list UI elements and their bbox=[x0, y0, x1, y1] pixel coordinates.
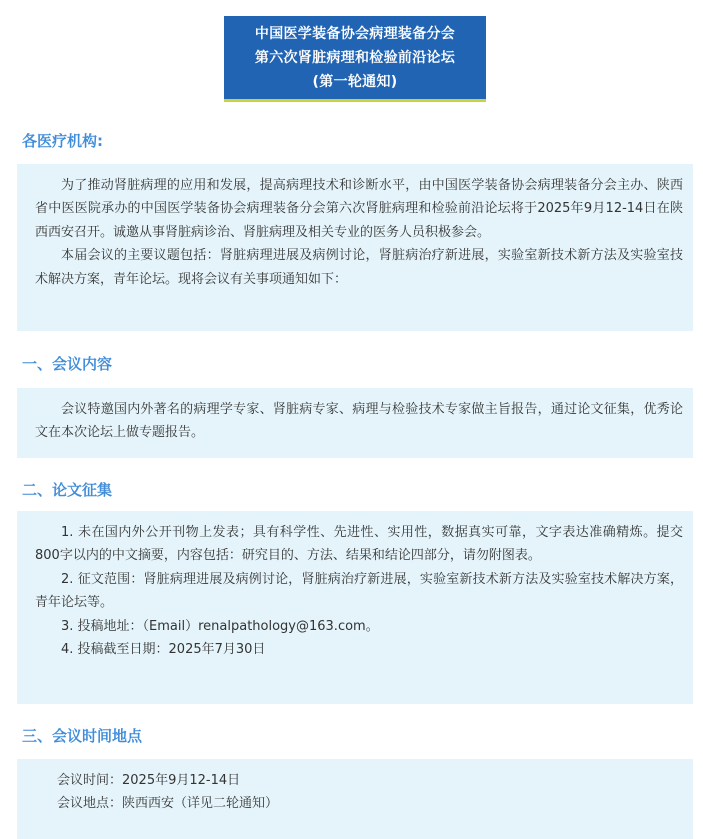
notice-title-banner bbox=[224, 16, 486, 102]
intro-paragraph-1: 为了推动肾脏病理的应用和发展，提高病理技术和诊断水平，由中国医学装备协会病理装备分会主办、陕西省中医医院承办的中国医学装备协会病理装备分会第六次肾脏病理和检验前沿论坛将于2025年9月12-14日在陕西西安召开。诚邀从事肾脏病诊治、肾脏病理及相关专业的医务人员积极参会。 bbox=[35, 178, 683, 240]
section-1-block bbox=[17, 388, 693, 458]
meeting-place: 会议地点：陕西西安（详见二轮通知） bbox=[57, 796, 279, 812]
submission-item-1: 1. 未在国内外公开刊物上发表；具有科学性、先进性、实用性，数据真实可靠，文字表达准确精炼。提交800字以内的中文摘要，内容包括：研究目的、方法、结果和结论四部分，请勿附图表。 bbox=[35, 525, 683, 564]
title-line-3: (第一轮通知) bbox=[312, 74, 398, 90]
meeting-time: 会议时间：2025年9月12-14日 bbox=[57, 773, 241, 788]
section-1-paragraph: 会议特邀国内外著名的病理学专家、肾脏病专家、病理与检验技术专家做主旨报告，通过论文征集，优秀论文在本次论坛上做专题报告。 bbox=[35, 402, 683, 441]
section-3-block bbox=[17, 759, 693, 839]
greeting-heading: 各医疗机构: bbox=[22, 132, 103, 150]
submission-item-2: 2. 征文范围：肾脏病理进展及病例讨论，肾脏病治疗新进展，实验室新技术新方法及实验室技术解决方案，青年论坛等。 bbox=[35, 571, 683, 611]
section-2-block bbox=[17, 511, 693, 704]
title-line-2: 第六次肾脏病理和检验前沿论坛 bbox=[254, 50, 456, 66]
submission-item-3: 3. 投稿地址：（Email）renalpathology@163.com。 bbox=[61, 618, 379, 634]
submission-item-4: 4. 投稿截至日期：2025年7月30日 bbox=[61, 642, 266, 658]
section-3-heading: 三、会议时间地点 bbox=[22, 727, 143, 745]
intro-block bbox=[17, 164, 693, 331]
section-1-heading: 一、会议内容 bbox=[22, 355, 113, 373]
section-2-heading: 二、论文征集 bbox=[22, 481, 113, 499]
title-line-1: 中国医学装备协会病理装备分会 bbox=[254, 26, 456, 42]
intro-paragraph-2: 本届会议的主要议题包括：肾脏病理进展及病例讨论，肾脏病治疗新进展，实验室新技术新方法及实验室技术解决方案，青年论坛。现将会议有关事项通知如下： bbox=[35, 248, 683, 287]
